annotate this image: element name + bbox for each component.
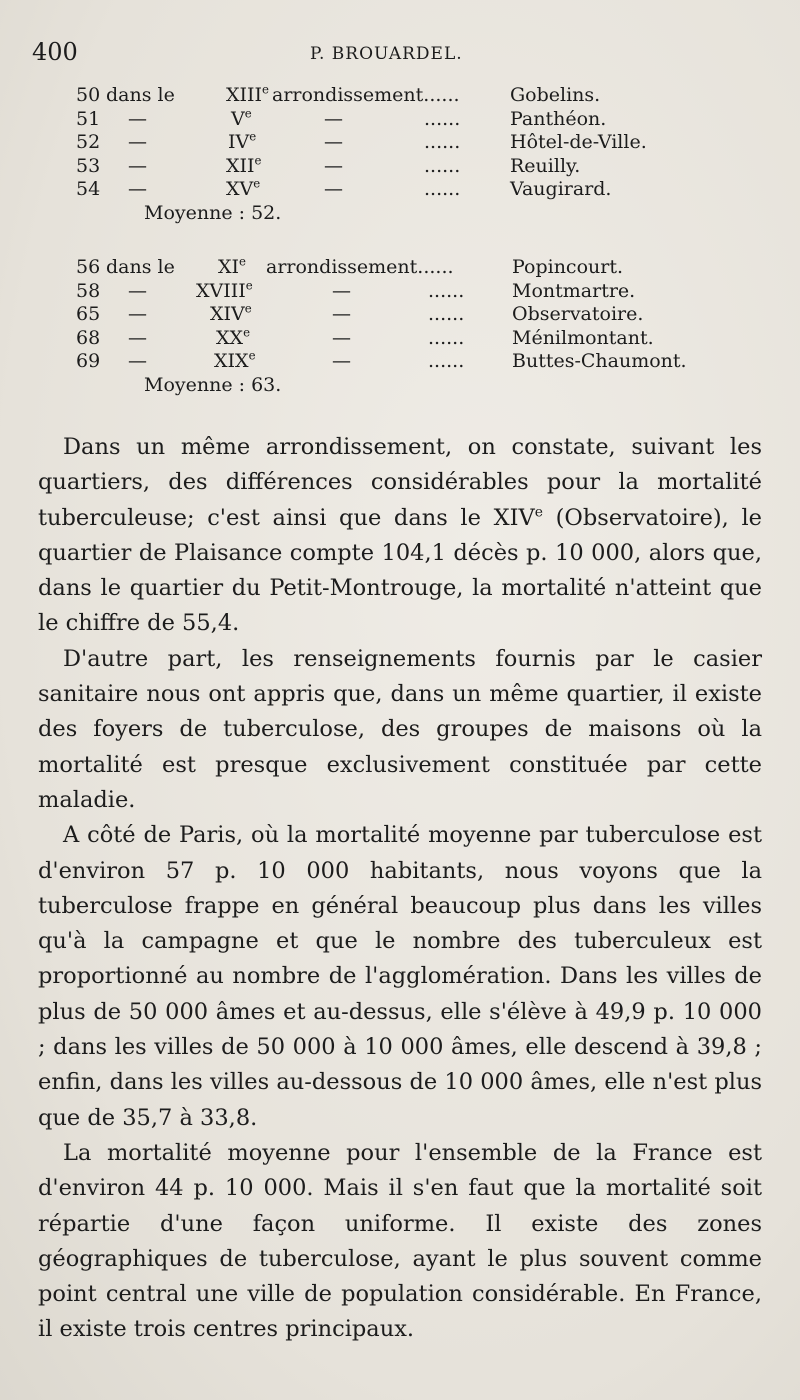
- arrondissement-number: [214, 350, 256, 372]
- paragraph: La mortalité moyenne pour l'ensemble de la France est d'environ 44 p. 10 000. Mais il s'en faut que la mortalité soit répartie d'une façon uniforme. Il existe des zones géographiques de tuberculose, ayant le plus souvent comme point central une ville de population considérable. En France, il existe trois centres principaux.: [38, 1139, 762, 1343]
- quartier-name: Reuilly.: [510, 154, 581, 177]
- table-row: [76, 84, 716, 108]
- table-row: [76, 178, 716, 202]
- ditto-dash: —: [332, 279, 351, 302]
- arrondissement-roman: XVIII: [196, 279, 246, 302]
- arrondissement-roman: XII: [226, 154, 255, 177]
- arrondissement-suffix: e: [248, 348, 256, 363]
- leader-dots: ......: [424, 131, 461, 153]
- quartier-name: Ménilmontant.: [512, 326, 654, 349]
- quartier-name: Vaugirard.: [510, 178, 612, 200]
- running-title: P. BROUARDEL.: [310, 44, 463, 64]
- arrondissement-number: [226, 155, 262, 177]
- arrondissement-suffix: e: [253, 176, 261, 191]
- arrondissement-number: [226, 178, 260, 200]
- quartier-name: Buttes-Chaumont.: [512, 350, 687, 372]
- row-suffix: arrondissement......: [272, 84, 460, 106]
- table-row: [76, 350, 716, 374]
- leader-dots: ......: [428, 303, 465, 325]
- rank-number: 51: [76, 107, 101, 130]
- table-row: [76, 327, 716, 351]
- row-suffix: arrondissement......: [266, 256, 454, 278]
- page-number: 400: [32, 38, 78, 66]
- ditto-dash: —: [128, 350, 147, 372]
- arrondissement-roman: XV: [226, 178, 254, 200]
- table-row: [76, 256, 716, 280]
- leader-dots: ......: [428, 326, 465, 349]
- paragraph-text: (Observatoire), le quartier de Plaisance compte 104,1 décès p. 10 000, alors que, dans le quartier du Petit-Montrouge, la mortalité n'atteint que le chiffre de 55,4.: [38, 504, 762, 637]
- leader-dots: ......: [428, 279, 465, 302]
- quartier-name: Hôtel-de-Ville.: [510, 131, 647, 153]
- row-prefix: dans le: [106, 256, 175, 278]
- rank-number: 54: [76, 178, 101, 200]
- quartier-name: Observatoire.: [512, 303, 644, 325]
- average-line: Moyenne : 63.: [144, 373, 282, 396]
- ditto-dash: —: [128, 326, 147, 349]
- body-text: [38, 430, 762, 1348]
- arrondissement-suffix: e: [262, 82, 270, 97]
- ditto-dash: —: [128, 154, 147, 177]
- leader-dots: ......: [424, 107, 461, 130]
- ditto-dash: —: [128, 107, 147, 130]
- quartier-name: Gobelins.: [510, 84, 601, 106]
- arrondissement-suffix: e: [244, 106, 252, 121]
- ditto-dash: —: [324, 178, 343, 200]
- arrondissement-suffix: e: [249, 129, 257, 144]
- quartier-name: Popincourt.: [512, 256, 624, 278]
- arrondissement-suffix: e: [245, 278, 253, 293]
- quartier-name: Montmartre.: [512, 279, 636, 302]
- arrondissement-number: [210, 303, 252, 325]
- quartier-name: Panthéon.: [510, 107, 607, 130]
- rank-number: 68: [76, 326, 101, 349]
- row-prefix: dans le: [106, 84, 175, 106]
- rank-number: 58: [76, 279, 101, 302]
- arrondissement-roman: XIV: [210, 303, 245, 325]
- arrondissement-roman: XX: [216, 326, 244, 349]
- rank-number: 50: [76, 84, 101, 106]
- ditto-dash: —: [332, 303, 351, 325]
- ordinal-suffix: e: [534, 504, 543, 521]
- arrondissement-table-2: [76, 256, 716, 400]
- paragraph-text: Dans un même arrondissement, on constate, suivant les quartiers, des différences considérables pour la mortalité tuberculeuse; c'est ainsi que dans le XIV: [38, 434, 762, 531]
- arrondissement-roman: IV: [228, 131, 250, 153]
- arrondissement-suffix: e: [244, 301, 252, 316]
- arrondissement-roman: XIII: [226, 84, 263, 106]
- arrondissement-number: [231, 108, 252, 130]
- ditto-dash: —: [332, 326, 351, 349]
- arrondissement-suffix: e: [254, 153, 262, 168]
- table-row: [76, 155, 716, 179]
- arrondissement-number: [196, 280, 253, 302]
- arrondissement-suffix: e: [243, 325, 251, 340]
- ditto-dash: —: [128, 131, 147, 153]
- ditto-dash: —: [128, 279, 147, 302]
- rank-number: 69: [76, 350, 101, 372]
- arrondissement-roman: XIX: [214, 350, 249, 372]
- arrondissement-table-1: [76, 84, 716, 228]
- arrondissement-number: [216, 327, 250, 349]
- rank-number: 53: [76, 154, 101, 177]
- leader-dots: ......: [428, 350, 465, 372]
- ditto-dash: —: [128, 178, 147, 200]
- rank-number: 52: [76, 131, 101, 153]
- paragraph: [38, 430, 762, 642]
- table-row: [76, 108, 716, 132]
- ditto-dash: —: [324, 107, 343, 130]
- arrondissement-number: [218, 256, 246, 278]
- leader-dots: ......: [424, 154, 461, 177]
- table-row: [76, 303, 716, 327]
- table-row: [76, 280, 716, 304]
- paragraph: A côté de Paris, où la mortalité moyenne par tuberculose est d'environ 57 p. 10 000 habitants, nous voyons que la tuberculose frappe en général beaucoup plus dans les villes qu'à la campagne et que le nombre des tuberculeux est proportionné au nombre de l'agglomération. Dans les villes de plus de 50 000 âmes et au-dessus, elle s'élève à 49,9 p. 10 000 ; dans les villes de 50 000 à 10 000 âmes, elle descend à 39,8 ; enfin, dans les villes au-dessous de 10 000 âmes, elle n'est plus que de 35,7 à 33,8.: [38, 822, 762, 1131]
- rank-number: 65: [76, 303, 101, 325]
- arrondissement-roman: XI: [218, 256, 240, 278]
- ditto-dash: —: [324, 154, 343, 177]
- arrondissement-suffix: e: [239, 254, 247, 269]
- arrondissement-number: [228, 131, 256, 153]
- average-line: Moyenne : 52.: [144, 201, 282, 224]
- arrondissement-number: [226, 84, 269, 106]
- paragraph: D'autre part, les renseignements fournis par le casier sanitaire nous ont appris que, dans un même quartier, il existe des foyers de tuberculose, des groupes de maisons où la mortalité est presque exclusivement constituée par cette maladie.: [38, 645, 762, 813]
- ditto-dash: —: [332, 350, 351, 372]
- ditto-dash: —: [324, 131, 343, 153]
- ditto-dash: —: [128, 303, 147, 325]
- rank-number: 56: [76, 256, 101, 278]
- arrondissement-roman: V: [231, 107, 245, 130]
- page-header: [32, 38, 760, 78]
- table-row: [76, 131, 716, 155]
- leader-dots: ......: [424, 178, 461, 200]
